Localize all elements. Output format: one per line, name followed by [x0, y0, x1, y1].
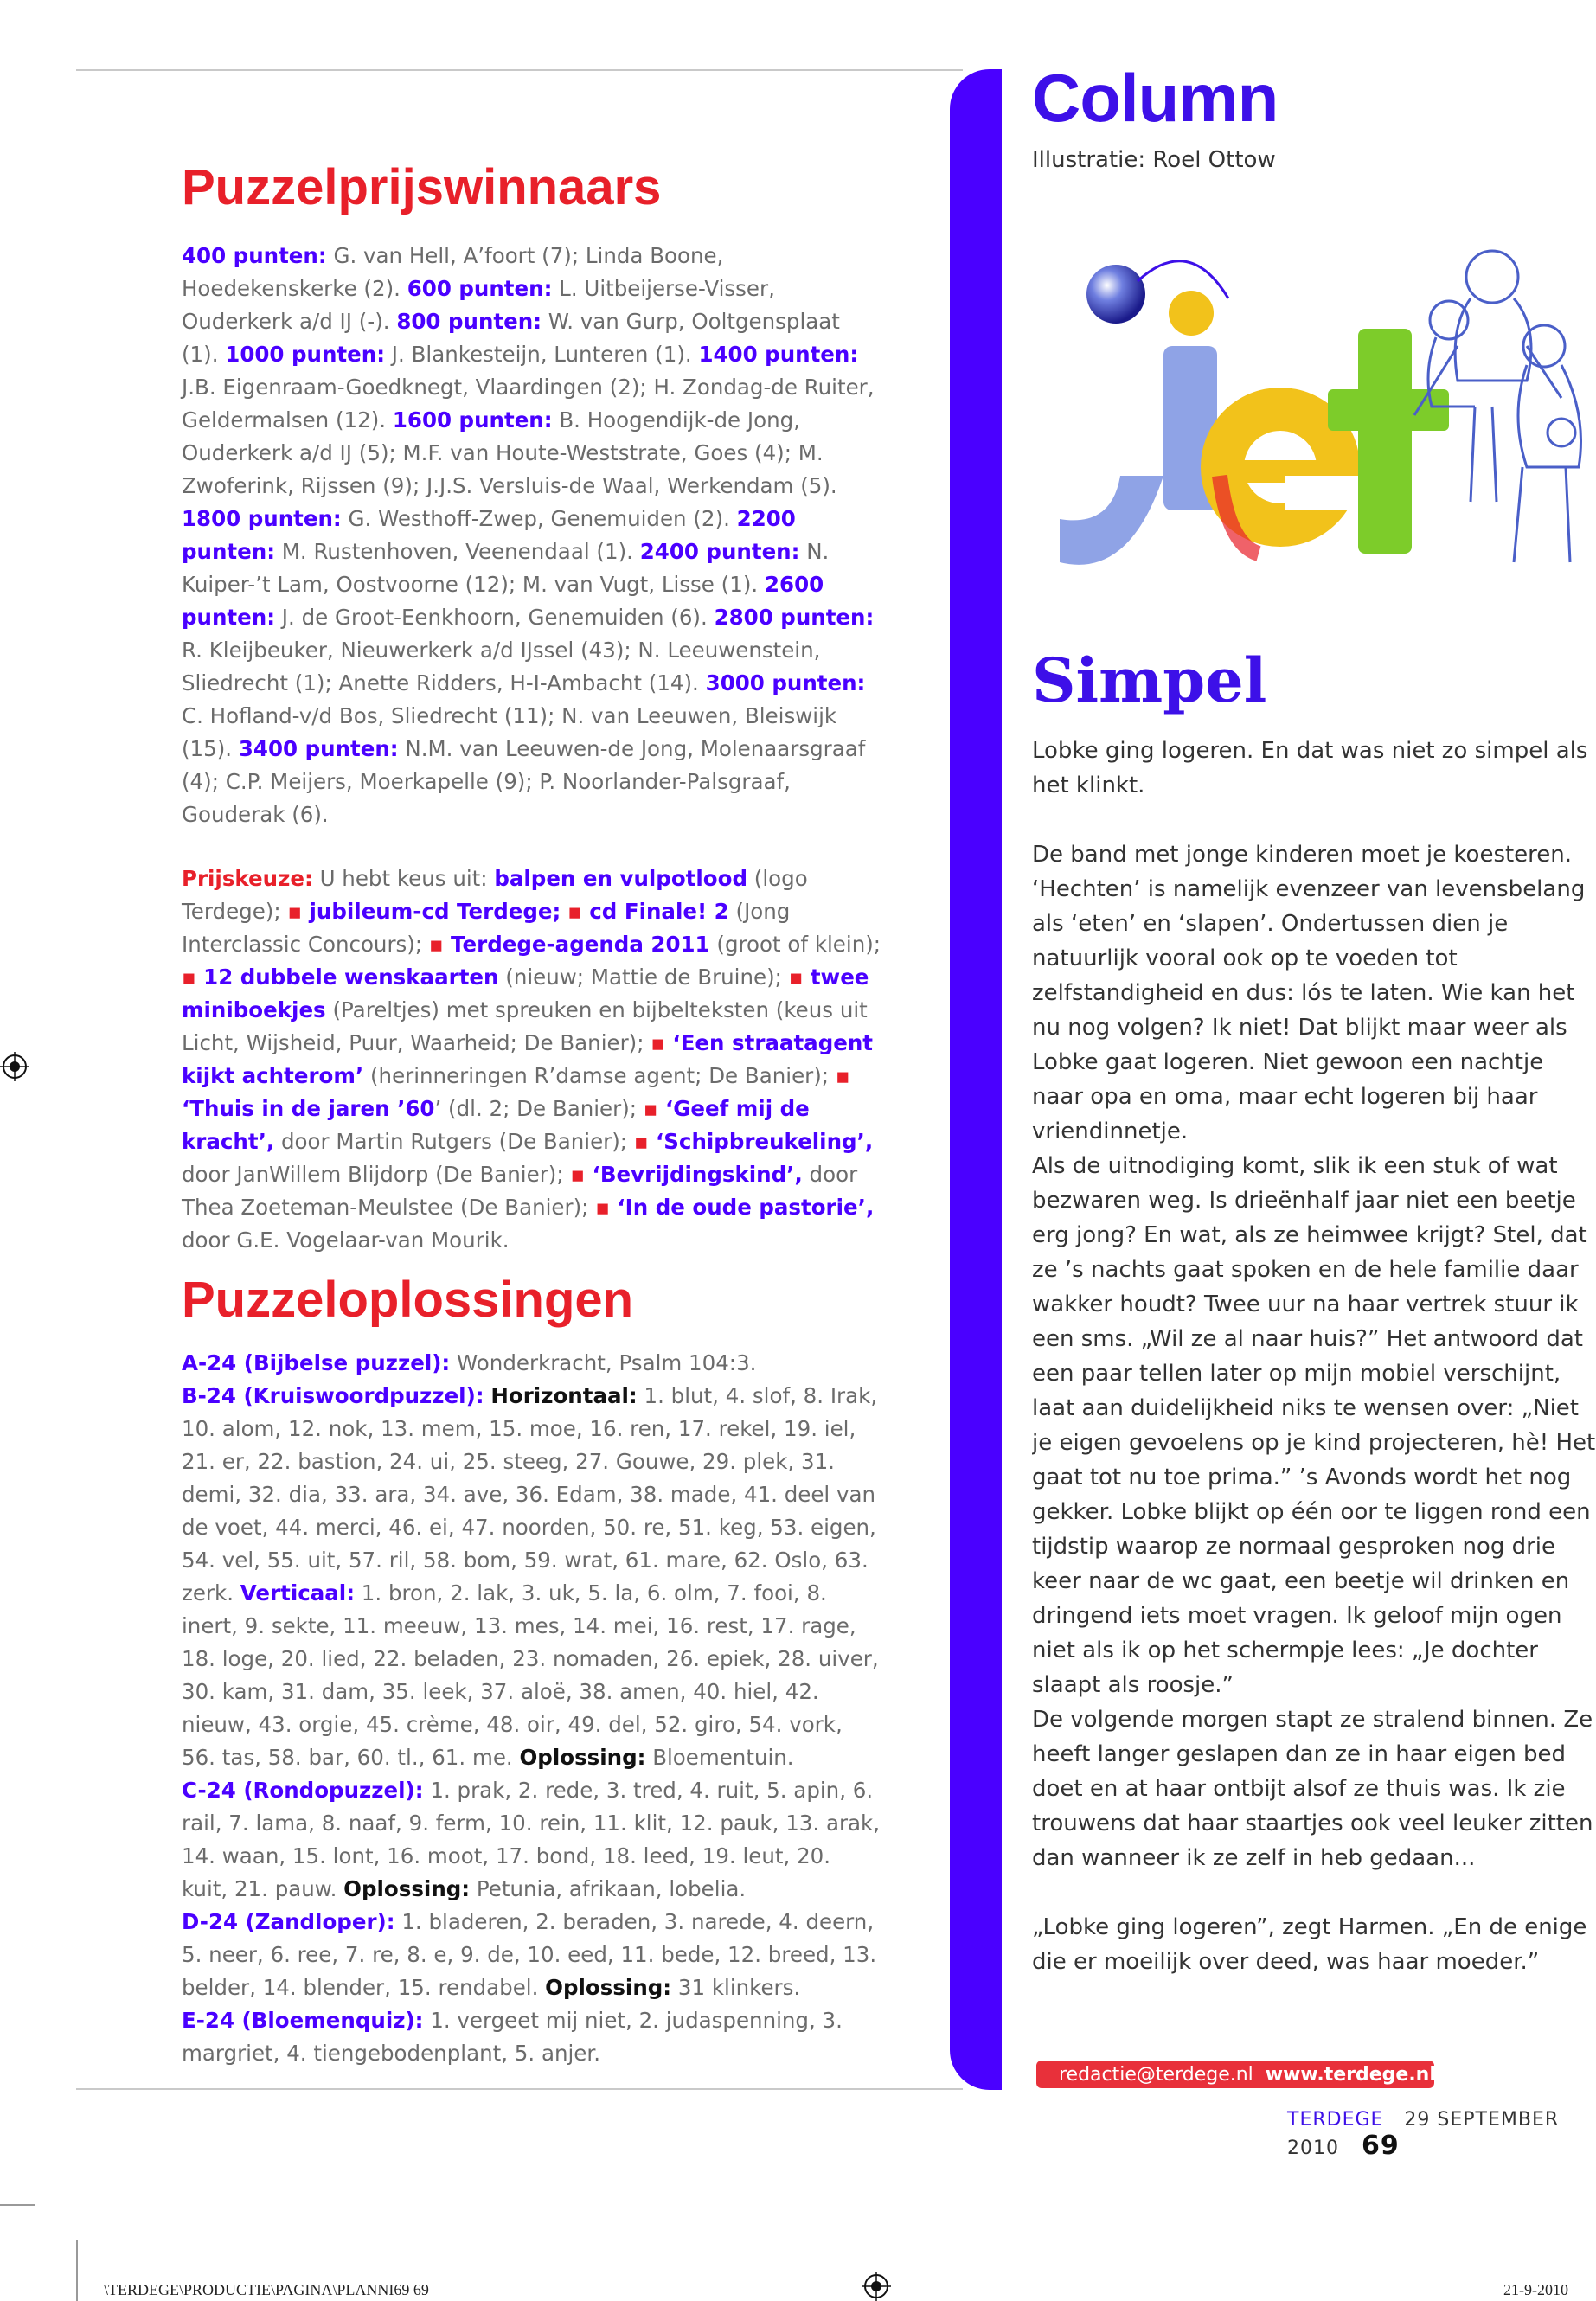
prize-item: ‘Schipbreukeling’, [655, 1128, 874, 1154]
winner-points-label: 2200 punten: [182, 505, 796, 564]
top-rule [76, 69, 963, 71]
winner-points-label: 1400 punten: [698, 341, 859, 367]
magazine-footer [1287, 2109, 1596, 2161]
solution-a24: A-24 (Bijbelse puzzel): Wonderkracht, Psalm 104:3. [182, 1349, 757, 1375]
prize-item-detail: (herinneringen R’damse agent; De Banier); [363, 1062, 836, 1088]
winner-points-label: 600 punten: [407, 275, 553, 301]
story-paragraph: De volgende morgen stapt ze stralend binnen. Ze heeft langer geslapen dan ze in haar eigen bed doet en at haar ontbijt alsof ze thuis was. Ik zie trouwens dat haar staartjes ook veel leuker zitten dan wanneer ik ze zelf in heb gedaan... [1032, 1707, 1593, 1871]
winner-names: B. Hoogendijk-de Jong, Ouderkerk a/d IJ (5); M.F. van Houte-Weststrate, Goes (4); M. Zwoferink, Rijssen (9); J.J.S. Versluis-de Waal, Werkendam (5). [182, 407, 837, 498]
paragraph-gap [1032, 1875, 1596, 1910]
print-date: 21-9-2010 [1503, 2281, 1568, 2298]
bullet-icon: ▪ [182, 964, 204, 990]
solution-label: A-24 (Bijbelse puzzel): [182, 1349, 451, 1375]
column-heading: Column [1032, 60, 1279, 136]
story-paragraph: Als de uitnodiging komt, slik ik een stuk of wat bezwaren weg. Is drieënhalf jaar niet een beetje erg jong? En wat, als ze heimwee krijgt? Stel, dat ze ’s nachts gaat spoken en de hele familie daar wakker houdt? Twee uur na haar vertrek stuur ik een sms. „Wil ze al naar huis?” Het antwoord dat een paar tellen later op mijn mobiel verschijnt, laat aan duidelijkheid niks te wensen over: „Niet je eigen gevoelens op je kind projecteren, hè! Het gaat tot nu toe prima.” ’s Avonds wordt het nog gekker. Lobke blijkt op één oor te liggen rond een tijdstip waarop ze normaal gesproken nog drie keer naar de wc gaat, een beetje wil drinken en dringend iets moet vragen. Ik geloof mijn ogen niet als ik op het schermpje lees: „Je dochter slaapt als roosje.” [1032, 1153, 1596, 1698]
prize-item-detail: (groot of klein); [709, 931, 881, 957]
winner-names: G. van Hell, A’foort (7); Linda Boone, Hoedekenskerke (2). [182, 242, 724, 301]
winner-names: J.B. Eigenraam-Goedknegt, Vlaardingen (2); H. Zondag-de Ruiter, Geldermalsen (12). [182, 374, 875, 433]
registration-mark-icon [862, 2272, 891, 2301]
winner-names: L. Uitbeijerse-Visser, Ouderkerk a/d IJ (-). [182, 275, 775, 334]
purple-column-bar [950, 69, 1002, 2090]
winner-names: J. de Groot-Eenkhoorn, Genemuiden (6). [275, 604, 715, 630]
prize-item-detail: (Pareltjes) met spreuken en bijbelteksten (keus uit Licht, Wijsheid, Puur, Waarheid; De Banier); [182, 997, 868, 1055]
winner-points-label: 1800 punten: [182, 505, 342, 531]
prize-choice-paragraph: Prijskeuze: U hebt keus uit: balpen en vulpotlood (logo Terdege); ▪ jubileum-cd Terdege; ▪ cd Finale! 2 (Jong Interclassic Concours); ▪ Terdege-agenda 2011 (groot of klein); ▪ 12 dubbele wenskaarten (nieuw; Mattie de Bruine); ▪ twee miniboekjes (Pareltjes) met spreuken en bijbelteksten (keus uit Licht, Wijsheid, Puur, Waarheid; De Banier); ▪ ‘Een straatagent kijkt achterom’ (herinneringen R’damse agent; De Banier); ▪ ‘Thuis in de jaren ’60’ (dl. 2; De Banier); ▪ ‘Geef mij de kracht’, door Martin Rutgers (De Banier); ▪ ‘Schipbreukeling’, door JanWillem Blijdorp (De Banier); ▪ ‘Bevrijdingskind’, door Thea Zoeteman-Meulstee (De Banier); ▪ ‘In de oude pastorie’, door G.E. Vogelaar-van Mourik. [182, 865, 881, 1253]
solution-b24: B-24 (Kruiswoordpuzzel): Horizontaal: 1. blut, 4. slof, 8. Irak, 10. alom, 12. nok, 13. mem, 15. moe, 16. ren, 17. rekel, 19. iel, 21. er, 22. bastion, 24. ui, 25. steeg, 27. Gouwe, 29. plek, 31. demi, 32. dia, 33. ara, 34. ave, 36. Edam, 38. made, 41. deel van de voet, 44. merci, 46. ei, 47. noorden, 50. re, 51. keg, 53. eigen, 54. vel, 55. uit, 57. ril, 58. bom, 59. wrat, 61. mare, 62. Oslo, 63. zerk. Verticaal: 1. bron, 2. lak, 3. uk, 5. la, 6. olm, 7. fooi, 8. inert, 9. sekte, 11. meeuw, 13. mes, 14. mei, 16. rest, 17. rage, 18. loge, 20. lied, 22. beladen, 23. nomaden, 26. epiek, 28. uiver, 30. kam, 31. dam, 35. leek, 37. aloë, 38. amen, 40. hiel, 42. nieuw, 43. orgie, 45. crème, 48. oir, 49. del, 52. giro, 54. vork, 56. tas, 58. bar, 60. tl., 61. me. Oplossing: Bloementuin. [182, 1382, 879, 1770]
winner-names: J. Blankesteijn, Lunteren (1). [385, 341, 699, 367]
crop-mark [0, 2204, 35, 2206]
prize-item-detail: door Martin Rutgers (De Banier); [274, 1128, 634, 1154]
website-link[interactable]: www.terdege.nl [1265, 2063, 1436, 2086]
prize-item: ‘Thuis in de jaren ’60 [182, 1095, 435, 1121]
prize-item: ‘Bevrijdingskind’, [592, 1161, 803, 1187]
prize-item: 12 dubbele wenskaarten [203, 964, 499, 990]
prize-item-detail: ’ (dl. 2; De Banier); [434, 1095, 644, 1121]
bullet-icon: ▪ [567, 898, 590, 924]
prize-item-detail: door JanWillem Blijdorp (De Banier); [182, 1161, 571, 1187]
prize-choice-label: Prijskeuze: [182, 865, 313, 891]
prize-item: jubileum-cd Terdege; [309, 898, 561, 924]
story-paragraph: „Lobke ging logeren”, zegt Harmen. „En de enige die er moeilijk over deed, was haar moeder.” [1032, 1914, 1587, 1975]
winner-points-label: 800 punten: [396, 308, 542, 334]
bullet-icon: ▪ [570, 1161, 593, 1187]
prize-item: cd Finale! 2 [589, 898, 729, 924]
bottom-rule [76, 2088, 963, 2090]
winner-names: R. Kleijbeuker, Nieuwerkerk a/d IJssel (43); N. Leeuwenstein, Sliedrecht (1); Anette Ridders, H-I-Ambacht (14). [182, 637, 821, 695]
ball-icon [1086, 265, 1145, 324]
bullet-icon: ▪ [651, 1029, 673, 1055]
bullet-icon: ▪ [595, 1194, 618, 1220]
winner-points-label: 3400 punten: [238, 735, 399, 761]
logo-letter-j [1060, 291, 1217, 565]
prize-item: Terdege-agenda 2011 [451, 931, 710, 957]
winner-names: W. van Gurp, Ooltgensplaat (1). [182, 308, 840, 367]
contact-bar [1036, 2061, 1434, 2088]
prize-item-detail: door Thea Zoeteman-Meulstee (De Banier); [182, 1161, 858, 1220]
story-title: Simpel [1032, 644, 1267, 716]
story-paragraph: Lobke ging logeren. En dat was niet zo simpel als het klinkt. [1032, 738, 1588, 798]
footer-brand: TERDEGE [1287, 2109, 1384, 2131]
winner-points-label: 3000 punten: [705, 670, 866, 695]
family-sketch [1414, 251, 1581, 562]
left-column [182, 160, 882, 2070]
prize-item-detail: (Jong Interclassic Concours); [182, 898, 791, 957]
winner-names: G. Westhoff-Zwep, Genemuiden (2). [341, 505, 737, 531]
winner-points-label: 2400 punten: [639, 538, 800, 564]
prize-item: ‘Geef mij de kracht’, [182, 1095, 810, 1154]
prize-item: ‘In de oude pastorie’, [617, 1194, 875, 1220]
puzzle-winners-title: Puzzelprijswinnaars [182, 159, 662, 215]
print-file-path: \TERDEGE\PRODUCTIE\PAGINA\PLANNI69 69 [104, 2281, 429, 2298]
prize-item: ‘Een straatagent kijkt achterom’ [182, 1029, 874, 1088]
bullet-icon: ▪ [287, 898, 310, 924]
solution-c24: C-24 (Rondopuzzel): 1. prak, 2. rede, 3. tred, 4. ruit, 5. apin, 6. rail, 7. lama, 8. naaf, 9. ferm, 10. rein, 11. klit, 12. pauk, 13. arak, 14. waan, 15. lont, 16. moot, 17. bond, 18. leed, 19. leut, 20. kuit, 21. pauw. Oplossing: Petunia, afrikaan, lobelia. [182, 1777, 881, 1901]
email-link[interactable]: redactie@terdege.nl [1059, 2063, 1253, 2086]
winner-names: N. Kuiper-’t Lam, Oostvoorne (12); M. van Vugt, Lisse (1). [182, 538, 830, 597]
paragraph-gap [1032, 803, 1596, 837]
bullet-icon: ▪ [835, 1062, 850, 1088]
prize-item: twee miniboekjes [182, 964, 869, 1022]
winner-points-label: 400 punten: [182, 242, 327, 268]
winners-paragraph [182, 240, 882, 831]
story-paragraph: De band met jonge kinderen moet je koesteren. ‘Hechten’ is namelijk evenzeer van levensbelang als ‘eten’ en ‘slapen’. Ondertussen dien je natuurlijk vooral ook op te voeden tot zelfstandigheid en dus: lós te laten. Wie kan het nu nog volgen? Ik niet! Dat blijkt maar weer als Lobke gaat logeren. Niet gewoon een nachtje naar opa en oma, maar echt logeren bij haar vriendinnetje. [1032, 842, 1586, 1144]
solution-e24: E-24 (Bloemenquiz): 1. vergeet mij niet, 2. judaspenning, 3. margriet, 4. tiengebodenplant, 5. anjer. [182, 2007, 843, 2066]
bullet-icon: ▪ [643, 1095, 665, 1121]
prize-item: balpen en vulpotlood [494, 865, 747, 891]
footer-date: 29 SEPTEMBER 2010 [1287, 2109, 1560, 2159]
winner-points-label: 2800 punten: [714, 604, 875, 630]
bullet-icon: ▪ [788, 964, 811, 990]
winner-names: M. Rustenhoven, Veenendaal (1). [275, 538, 640, 564]
prize-item-detail: door G.E. Vogelaar-van Mourik. [182, 1227, 510, 1253]
solution-d24: D-24 (Zandloper): 1. bladeren, 2. beraden, 3. narede, 4. deern, 5. neer, 6. ree, 7. re, 8. e, 9. de, 10. eed, 11. bede, 12. breed, 13. belder, 14. blender, 15. rendabel. Oplossing: 31 klinkers. [182, 1908, 877, 2000]
jet-logo-illustration [1042, 216, 1596, 623]
prize-item-detail: (logo Terdege); [182, 865, 808, 924]
bullet-icon: ▪ [428, 931, 452, 957]
story-body [1032, 734, 1596, 1979]
bullet-icon: ▪ [633, 1128, 656, 1154]
illustration-credit: Illustratie: Roel Ottow [1032, 147, 1276, 173]
winner-points-label: 2600 punten: [182, 571, 824, 630]
page-number: 69 [1362, 2131, 1400, 2161]
winner-names: C. Hofland-v/d Bos, Sliedrecht (11); N. van Leeuwen, Bleiswijk (15). [182, 702, 837, 761]
winner-names: N.M. van Leeuwen-de Jong, Molenaarsgraaf (4); C.P. Meijers, Moerkapelle (9); P. Noorlander-Palsgraaf, Gouderak (6). [182, 735, 866, 827]
registration-mark-icon [0, 1052, 29, 1081]
crop-mark [76, 2240, 78, 2301]
winner-points-label: 1600 punten: [392, 407, 553, 433]
puzzle-solutions-title: Puzzeloplossingen [182, 1271, 634, 1328]
prize-item-detail [561, 899, 567, 924]
winner-points-label: 1000 punten: [225, 341, 385, 367]
prize-item-detail: (nieuw; Mattie de Bruine); [498, 964, 789, 990]
